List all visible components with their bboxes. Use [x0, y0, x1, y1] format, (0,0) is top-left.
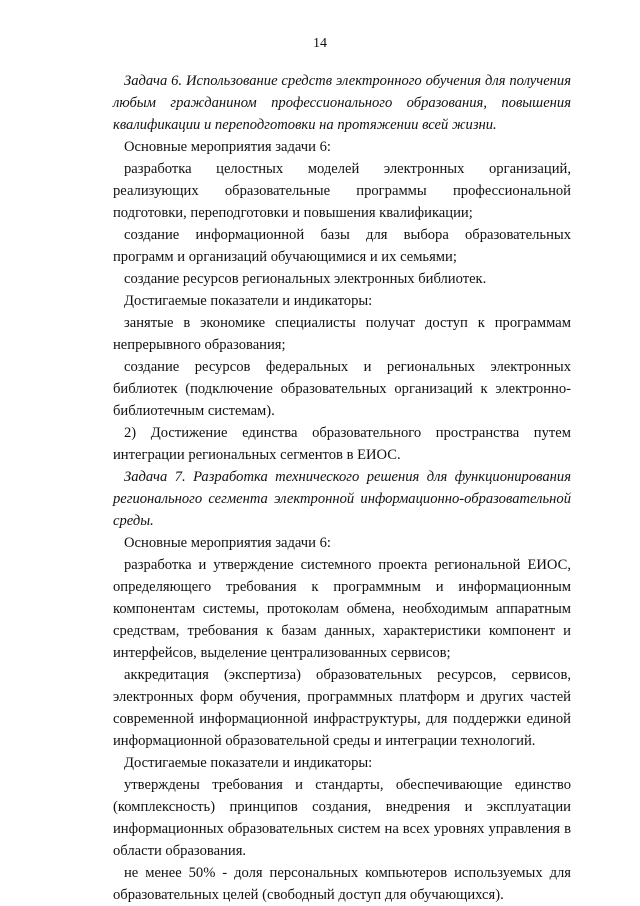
- page-number: 14: [313, 36, 327, 51]
- indicator-item: не менее 50% - доля персональных компьютеров используемых для образовательных целей (свободный доступ для обучающихся).: [113, 865, 571, 903]
- measures-heading-7: Основные мероприятия задачи 6:: [124, 535, 331, 551]
- indicator-item: утверждены требования и стандарты, обеспечивающие единство (комплексность) принципов создания, внедрения и эксплуатации информационных образовательных систем на всех уровнях управления в области образования.: [113, 777, 571, 859]
- measure-item: аккредитация (экспертиза) образовательных ресурсов, сервисов, электронных форм обучения, программных платформ и других частей современной информационной инфраструктуры, для поддержки единой информационной образовательной среды и интеграции технологий.: [113, 667, 571, 749]
- document-body: [113, 70, 571, 906]
- task-6-heading: Задача 6. Использование средств электронного обучения для получения любым гражданином профессионального образования, повышения квалификации и переподготовки на протяжении всей жизни.: [113, 73, 571, 133]
- measure-item: создание информационной базы для выбора образовательных программ и организаций обучающимися и их семьями;: [113, 227, 571, 265]
- goal-2-paragraph: 2) Достижение единства образовательного пространства путем интеграции региональных сегментов в ЕИОС.: [113, 425, 571, 463]
- indicators-heading-7: Достигаемые показатели и индикаторы:: [124, 755, 373, 771]
- indicator-item: занятые в экономике специалисты получат доступ к программам непрерывного образования;: [113, 315, 571, 353]
- measure-item: создание ресурсов региональных электронных библиотек.: [124, 271, 487, 287]
- measure-item: разработка и утверждение системного проекта региональной ЕИОС, определяющего требования к программным и информационным компонентам системы, протоколам обмена, необходимым аппаратным средствам, требования к базам данных, характеристики компонент и интерфейсов, выделение централизованных сервисов;: [113, 557, 571, 661]
- task-7-heading: Задача 7. Разработка технического решения для функционирования регионального сегмента электронной информационно-образовательной среды.: [113, 469, 571, 529]
- measure-item: разработка целостных моделей электронных организаций, реализующих образовательные программы профессиональной подготовки, переподготовки и повышения квалификации;: [113, 161, 571, 221]
- indicators-heading-6: Достигаемые показатели и индикаторы:: [124, 293, 373, 309]
- indicator-item: создание ресурсов федеральных и региональных электронных библиотек (подключение образовательных организаций к электронно-библиотечным системам).: [113, 359, 571, 419]
- measures-heading-6: Основные мероприятия задачи 6:: [124, 139, 331, 155]
